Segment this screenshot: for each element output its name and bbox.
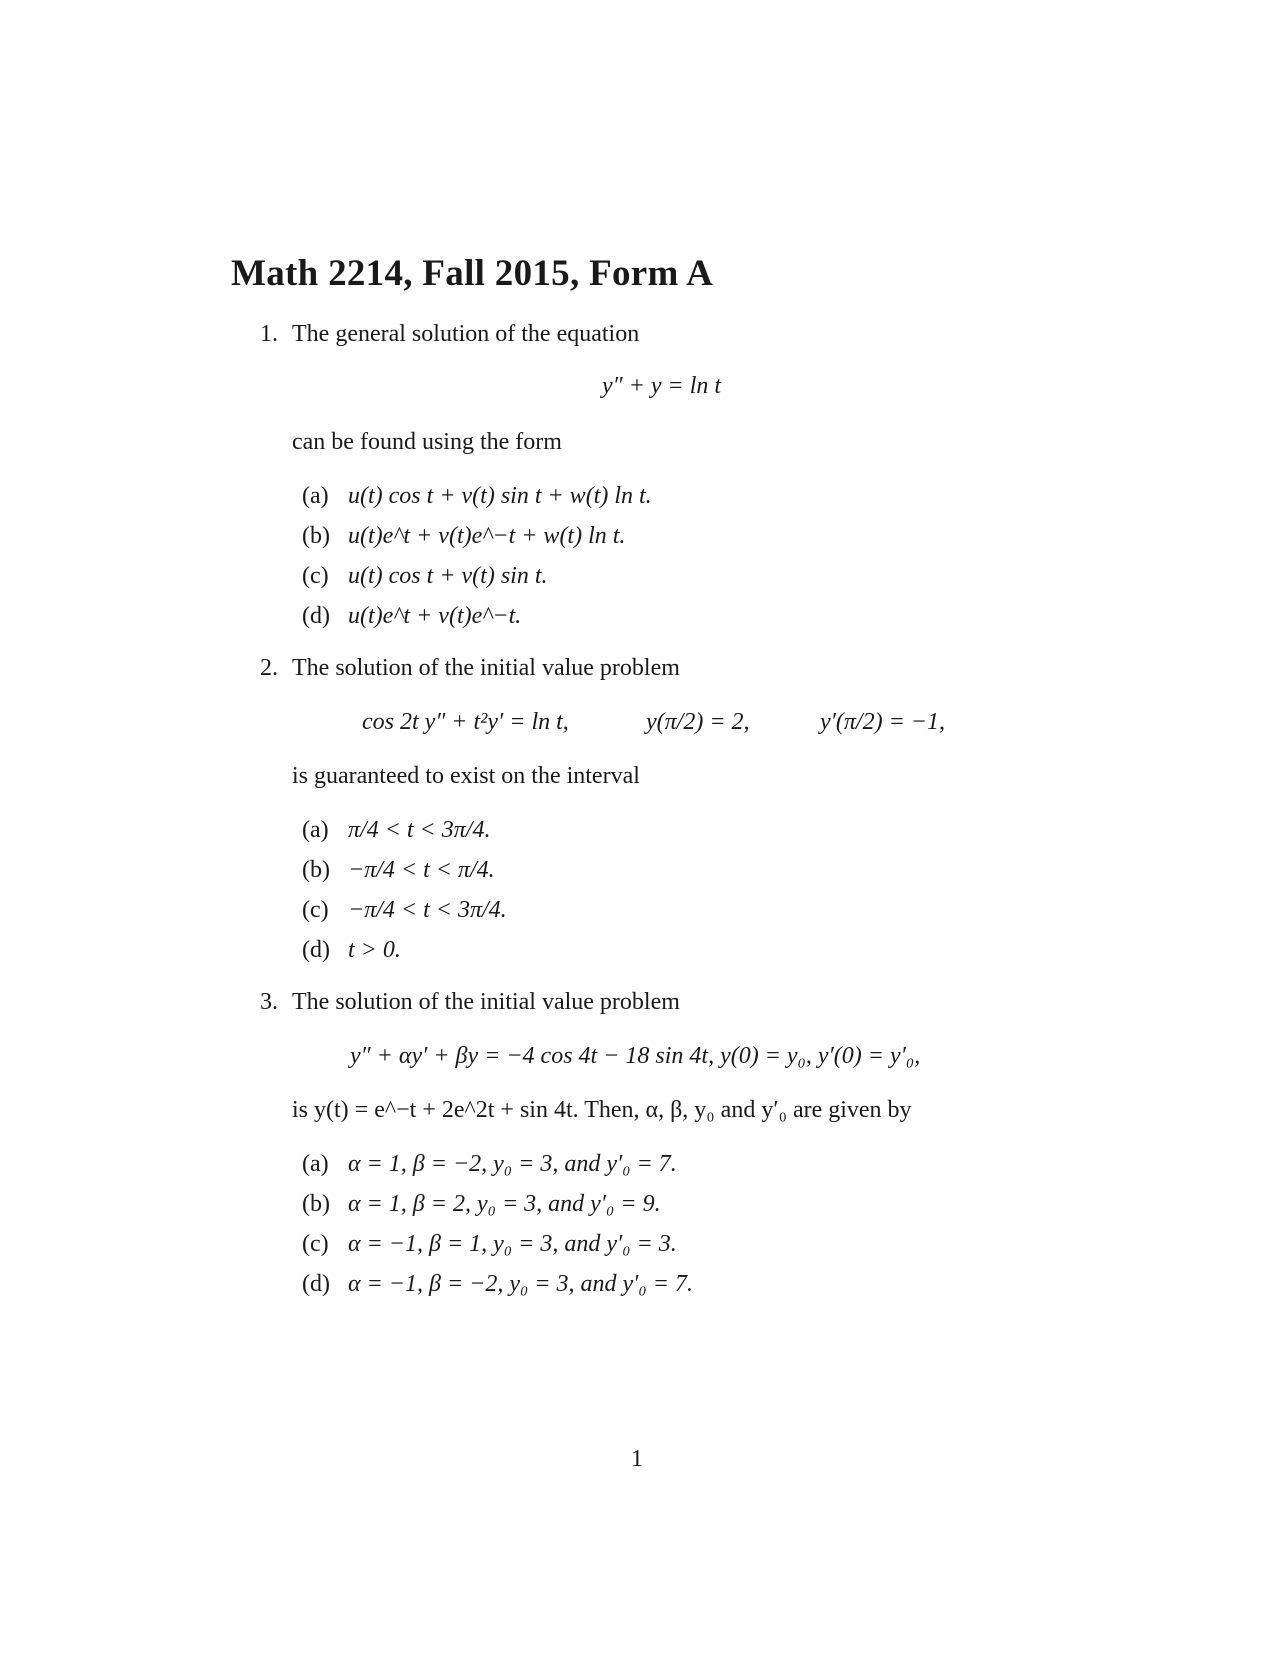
option-label: (d) <box>302 937 330 963</box>
question-2-equation-part-2: y(π/2) = 2, <box>646 709 750 735</box>
option-label: (c) <box>302 897 329 923</box>
option-text: u(t)e^t + v(t)e^−t. <box>348 603 522 629</box>
option-label: (d) <box>302 603 330 629</box>
question-3-prompt <box>260 990 680 1014</box>
option-text: α = −1, β = −2, y₀ = 3, and y′₀ = 7. <box>348 1271 693 1297</box>
option-label: (a) <box>302 483 329 509</box>
option-label: (b) <box>302 523 330 549</box>
option-label: (d) <box>302 1271 330 1297</box>
option-text: α = 1, β = −2, y₀ = 3, and y′₀ = 7. <box>348 1151 677 1177</box>
option-text: α = 1, β = 2, y₀ = 3, and y′₀ = 9. <box>348 1191 661 1217</box>
option-text: α = −1, β = 1, y₀ = 3, and y′₀ = 3. <box>348 1231 677 1257</box>
option-text: π/4 < t < 3π/4. <box>348 817 491 843</box>
question-3-equation: y″ + αy′ + βy = −4 cos 4t − 18 sin 4t, y(0) = y₀, y′(0) = y′₀, <box>350 1043 921 1069</box>
option-text: u(t) cos t + v(t) sin t. <box>348 563 548 589</box>
question-number: 1. <box>260 321 278 347</box>
option-text: u(t)e^t + v(t)e^−t + w(t) ln t. <box>348 523 626 549</box>
page-number: 1 <box>631 1446 643 1472</box>
q3-option-a <box>302 1152 677 1176</box>
q3-option-c <box>302 1232 677 1256</box>
q3-option-b <box>302 1192 661 1216</box>
option-text: −π/4 < t < π/4. <box>348 857 495 883</box>
question-number: 3. <box>260 989 278 1015</box>
question-text: The general solution of the equation <box>292 321 640 347</box>
option-label: (a) <box>302 1151 329 1177</box>
option-label: (a) <box>302 817 329 843</box>
question-text: The solution of the initial value problem <box>292 655 680 681</box>
question-2-equation-part-3: y′(π/2) = −1, <box>820 709 945 735</box>
q2-option-a <box>302 818 490 842</box>
option-text: u(t) cos t + v(t) sin t + w(t) ln t. <box>348 483 652 509</box>
option-label: (c) <box>302 563 329 589</box>
q1-option-d <box>302 604 521 628</box>
q2-option-c <box>302 898 507 922</box>
question-1-equation: y″ + y = ln t <box>602 373 722 399</box>
q2-option-b <box>302 858 495 882</box>
option-label: (b) <box>302 857 330 883</box>
option-label: (c) <box>302 1231 329 1257</box>
q2-option-d <box>302 938 401 962</box>
option-text: −π/4 < t < 3π/4. <box>348 897 507 923</box>
page-title: Math 2214, Fall 2015, Form A <box>231 253 714 294</box>
question-2-equation-part-1: cos 2t y″ + t²y′ = ln t, <box>362 709 569 735</box>
q1-option-b <box>302 524 625 548</box>
question-1-followup: can be found using the form <box>292 429 562 455</box>
q1-option-c <box>302 564 548 588</box>
question-2-prompt <box>260 656 680 680</box>
option-label: (b) <box>302 1191 330 1217</box>
option-text: t > 0. <box>348 937 401 963</box>
question-2-followup: is guaranteed to exist on the interval <box>292 763 640 789</box>
question-3-followup: is y(t) = e^−t + 2e^2t + sin 4t. Then, α, β, y₀ and y′₀ are given by <box>292 1097 912 1123</box>
question-text: The solution of the initial value problem <box>292 989 680 1015</box>
q3-option-d <box>302 1272 693 1296</box>
q1-option-a <box>302 484 652 508</box>
question-1-prompt <box>260 322 639 346</box>
question-number: 2. <box>260 655 278 681</box>
